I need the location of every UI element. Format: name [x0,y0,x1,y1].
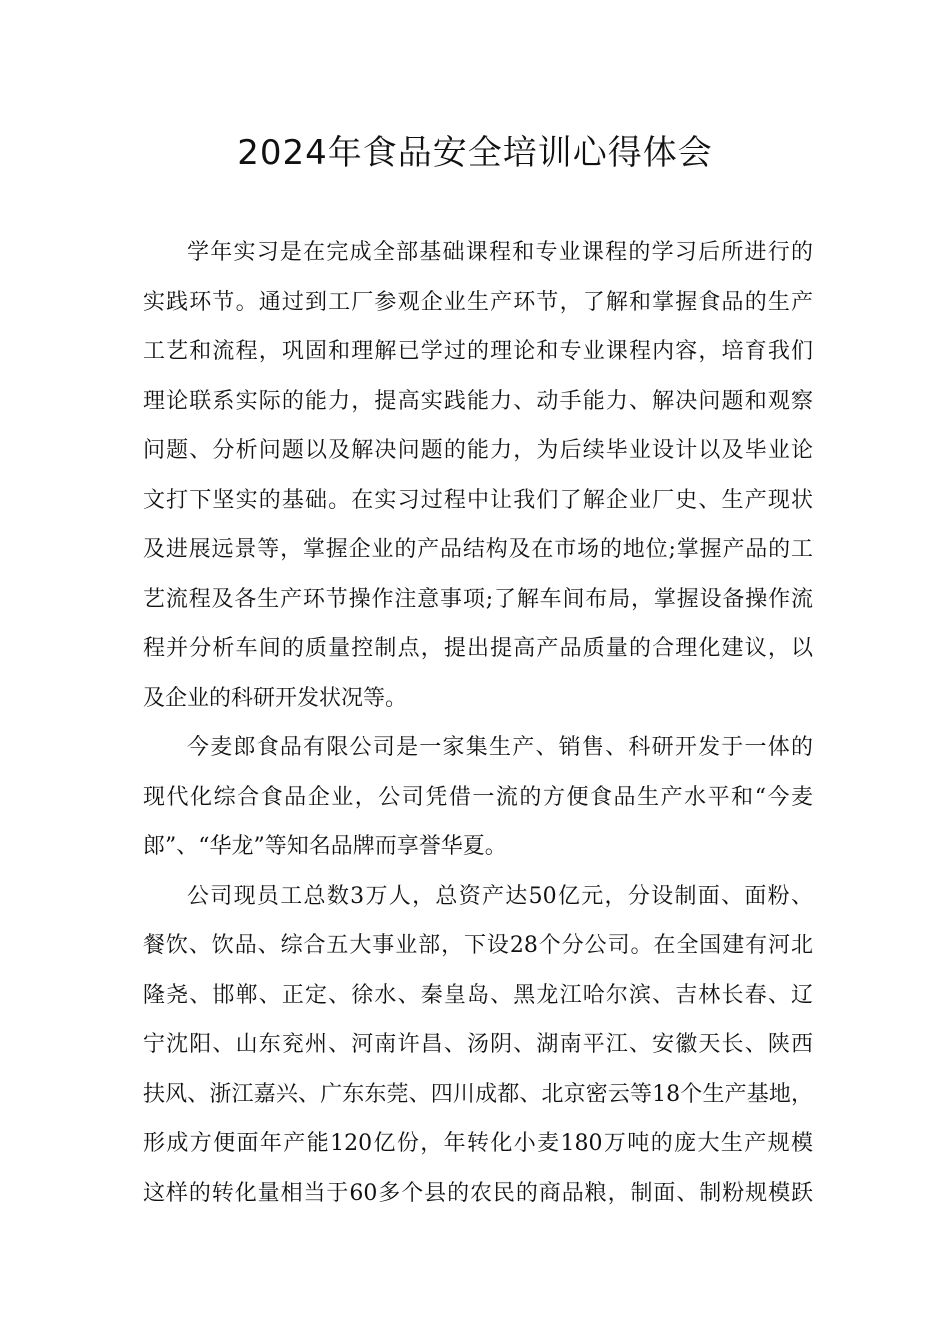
paragraph-1 [143,228,813,723]
text-line: 今麦郎食品有限公司是一家集生产、销售、科研开发于一体的 [187,735,813,760]
text-line: 郎”、“华龙”等知名品牌而享誉华夏。 [143,834,507,859]
text-line: 餐饮、饮品、综合五大事业部，下设28个分公司。在全国建有河北 [143,933,813,958]
text-line: 艺流程及各生产环节操作注意事项;了解车间布局，掌握设备操作流 [143,586,813,612]
text-line: 工艺和流程，巩固和理解已学过的理论和专业课程内容，培育我们 [143,339,813,364]
document-body [143,228,813,1218]
text-line: 文打下坚实的基础。在实习过程中让我们了解企业厂史、生产现状 [143,487,813,513]
text-line: 程并分析车间的质量控制点，提出提高产品质量的合理化建议，以 [143,636,813,661]
text-line: 宁沈阳、山东兖州、河南许昌、汤阴、湖南平江、安徽天长、陕西 [143,1032,813,1057]
document-title: 2024年食品安全培训心得体会 [237,133,713,173]
text-line: 扶风、浙江嘉兴、广东东莞、四川成都、北京密云等18个生产基地， [143,1081,813,1107]
text-line: 公司现员工总数3万人，总资产达50亿元，分设制面、面粉、 [187,883,813,909]
text-line: 现代化综合食品企业，公司凭借一流的方便食品生产水平和“今麦 [143,784,813,810]
text-line: 学年实习是在完成全部基础课程和专业课程的学习后所进行的 [187,240,813,265]
text-line: 实践环节。通过到工厂参观企业生产环节，了解和掌握食品的生产 [143,289,813,315]
text-line: 形成方便面年产能120亿份，年转化小麦180万吨的庞大生产规模 [143,1131,813,1156]
text-line: 及企业的科研开发状况等。 [143,685,408,711]
paragraph-2 [143,723,813,872]
text-line: 理论联系实际的能力，提高实践能力、动手能力、解决问题和观察 [143,388,813,414]
paragraph-3 [143,872,813,1219]
text-line: 隆尧、邯郸、正定、徐水、秦皇岛、黑龙江哈尔滨、吉林长春、辽 [143,982,813,1008]
text-line: 问题、分析问题以及解决问题的能力，为后续毕业设计以及毕业论 [143,438,813,463]
text-line: 这样的转化量相当于60多个县的农民的商品粮，制面、制粉规模跃 [143,1180,813,1206]
text-line: 及进展远景等，掌握企业的产品结构及在市场的地位;掌握产品的工 [143,537,813,562]
